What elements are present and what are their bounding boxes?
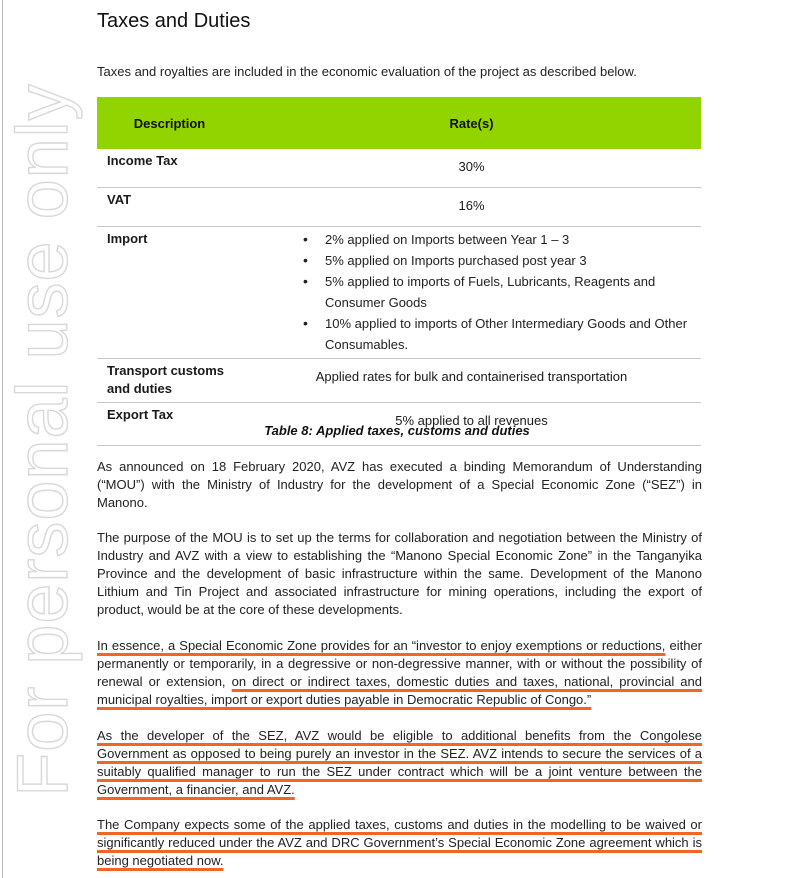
intro-text: Taxes and royalties are included in the economic evaluation of the project as described below. [97, 64, 637, 79]
header-description: Description [97, 97, 242, 149]
row-label: Transport customs and duties [97, 359, 242, 403]
paragraph-text: either permanently or temporarily, in a degressive or non-degressive manner, with or without the possibility of renewal or extension, [97, 638, 702, 689]
paragraph-mou-purpose: The purpose of the MOU is to set up the terms for collaboration and negotiation between the Ministry of Industry and AVZ with a view to establishing the “Manono Special Economic Zone” in the Tanganyika Province and the development of basic infrastructure within the same. Development of the Manono Lithium and Tin Project and associated infrastructure for mining operations, including the export of product, would be at the core of these developments. [97, 530, 702, 617]
watermark: For personal use only [3, 83, 83, 797]
paragraph-company-expectation [97, 816, 702, 870]
highlighted-text: The Company expects some of the applied taxes, customs and duties in the modelling to be waived or significantly reduced under the AVZ and DRC Government’s Special Economic Zone agreement which is being negotiated now. [97, 817, 702, 868]
import-rates-list [242, 229, 701, 355]
table-caption: Table 8: Applied taxes, customs and duties [264, 423, 530, 438]
paragraph-mou-announcement: As announced on 18 February 2020, AVZ has executed a binding Memorandum of Understanding (“MOU”) with the Ministry of Industry for the development of a Special Economic Zone (“SEZ”) in Manono. [97, 459, 702, 510]
row-value [242, 227, 701, 359]
row-value: 30% [242, 149, 701, 188]
paragraph-sez-essence [97, 637, 702, 709]
paragraph-sez-developer [97, 727, 702, 799]
list-item: • 2% applied on Imports between Year 1 – 3 [303, 229, 701, 250]
header-rates: Rate(s) [242, 97, 701, 149]
row-label: VAT [97, 188, 242, 227]
table-row [97, 359, 701, 403]
row-label: Income Tax [97, 149, 242, 188]
table-row [97, 149, 701, 188]
table-row [97, 227, 701, 359]
table-row [97, 188, 701, 227]
taxes-table [97, 97, 701, 446]
highlighted-text: on direct or indirect taxes, domestic duties and taxes, national, provincial and municipal royalties, import or export duties payable in Democratic Republic of Congo.” [97, 674, 702, 707]
row-label: Export Tax [97, 403, 242, 446]
section-title: Taxes and Duties [97, 10, 251, 32]
list-item: • 5% applied to imports of Fuels, Lubricants, Reagents and Consumer Goods [303, 271, 701, 313]
row-label: Import [97, 227, 242, 359]
list-item: • 10% applied to imports of Other Intermediary Goods and Other Consumables. [303, 313, 701, 355]
list-item: • 5% applied on Imports purchased post year 3 [303, 250, 701, 271]
table-header-row [97, 97, 701, 149]
row-value: 16% [242, 188, 701, 227]
row-value: Applied rates for bulk and containerised transportation [242, 359, 701, 403]
highlighted-text: As the developer of the SEZ, AVZ would be eligible to additional benefits from the Congolese Government as opposed to being purely an investor in the SEZ. AVZ intends to secure the services of a suitably qualified manager to run the SEZ under contract which will be a joint venture between the Government, a financier, and AVZ. [97, 728, 702, 797]
row-value: 5% applied to all revenues [242, 403, 701, 446]
highlighted-text: In essence, a Special Economic Zone provides for an “investor to enjoy exemptions or reductions, [97, 638, 666, 653]
